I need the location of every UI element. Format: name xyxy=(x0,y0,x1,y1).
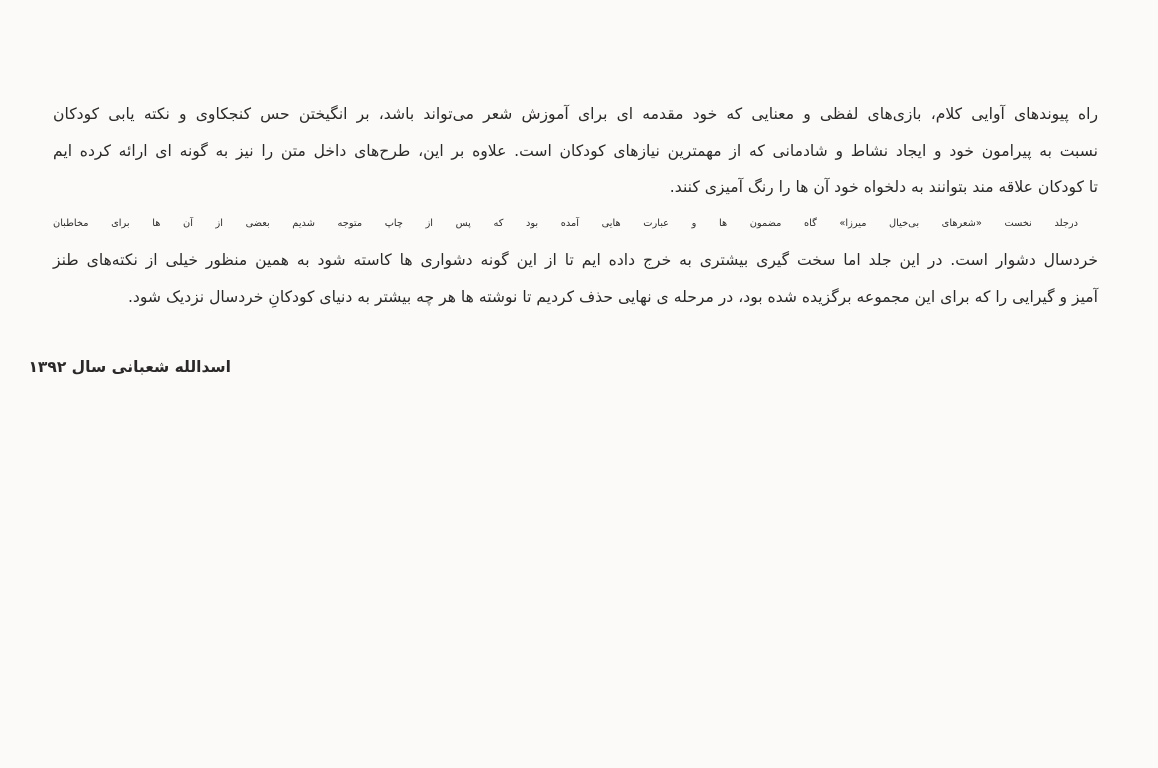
preface-text xyxy=(53,96,1098,315)
text-line: راه پیوندهای آوایی کلام، بازی‌های لفظی و معنایی که خود مقدمه ای برای آموزش شعر می‌تواند باشد، بر انگیختن حس کنجکاوی و نکته یابی کودکان xyxy=(53,105,1098,123)
paragraph-2 xyxy=(53,206,1098,316)
text-line: نسبت به پیرامون خود و ایجاد نشاط و شادمانی که از مهمترین نیازهای کودکان است. علاوه بر این، طرح‌های داخل متن را نیز به گونه ای ارائه کرده ایم xyxy=(53,141,1098,160)
paragraph-1 xyxy=(53,96,1098,206)
author-signature: اسدالله شعبانی سال ۱۳۹۲ xyxy=(28,358,231,376)
text-line: خردسال دشوار است. در این جلد اما سخت گیری بیشتری به خرج داده ایم تا از این گونه دشواری ها کاسته شود به همین منظور خیلی از نکته‌های طنز xyxy=(53,251,1098,269)
text-line: آمیز و گیرایی را که برای این مجموعه برگزیده شده بود، در مرحله ی نهایی حذف کردیم تا نوشته ها هر چه بیشتر به دنیای کودکانِ خردسال نزدیک شود. xyxy=(127,287,1098,306)
text-line: درجلد نخست «شعرهای بی‌خیال میرزا» گاه مضمون ها و عبارت هایی آمده بود که پس از چاپ متوجه شدیم بعضی از آن ها برای مخاطبان xyxy=(53,217,1078,229)
text-line: تا کودکان علاقه مند بتوانند به دلخواه خود آن ها را رنگ آمیزی کنند. xyxy=(669,178,1098,196)
